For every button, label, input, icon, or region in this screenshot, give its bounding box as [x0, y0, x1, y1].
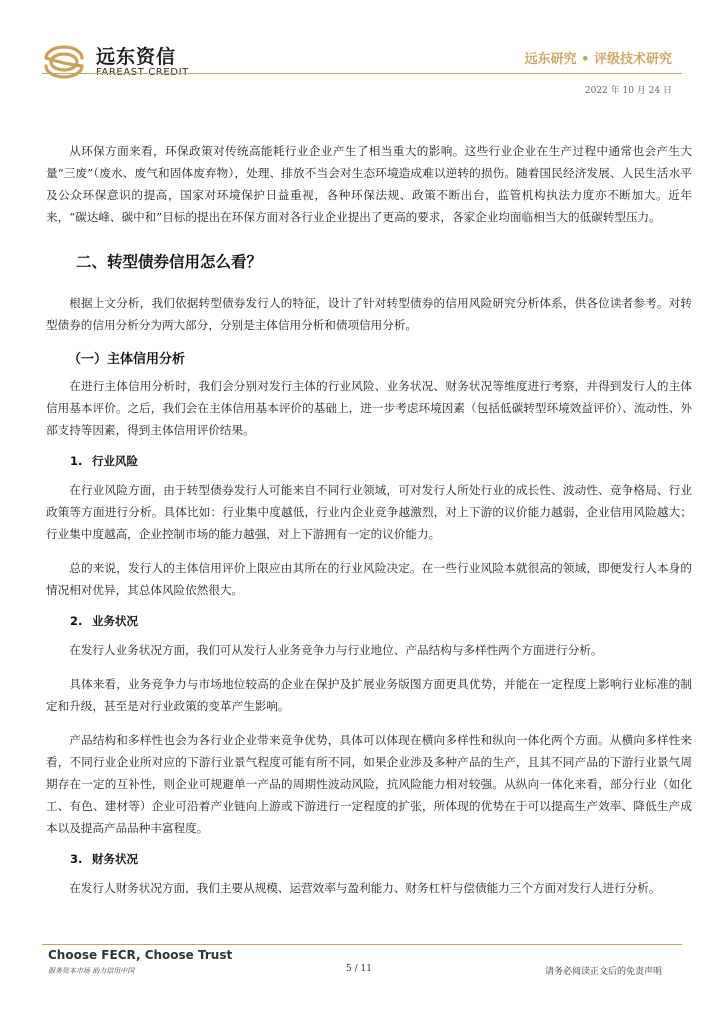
fareast-logo-icon — [42, 42, 86, 82]
page-number: 5 / 11 — [346, 964, 372, 974]
document-body — [46, 140, 692, 911]
item-heading-business-status — [70, 613, 692, 629]
header-title: 远东研究 • 评级技术研究 — [524, 52, 672, 67]
item-heading-industry-risk — [70, 453, 692, 469]
paragraph-product-structure: 产品结构和多样性也会为各行业企业带来竞争优势，具体可以体现在横向多样性和纵向一体化两个方面。从横向多样性来看，不同行业企业所对应的下游行业景气程度可能有所不同，如果企业涉及多种产品的生产，且其不同产品的下游行业景气周期存在一定的互补性，则企业可规避单一产品的周期性波动风险，抗风险能力相对较强。从纵向一体化来看，部分行业（如化工、有色、建材等）企业可沿着产业链向上游或下游进行一定程度的扩张，所体现的优势在于可以提高生产效率、降低生产成本以及提高产品品种丰富程度。 — [46, 733, 692, 835]
footer-slogan: Choose FECR, Choose Trust — [48, 948, 233, 962]
item-title: 行业风险 — [92, 454, 138, 468]
company-logo — [42, 40, 192, 84]
item-number: 2. — [70, 614, 83, 628]
paragraph-environment: 从环保方面来看，环保政策对传统高能耗行业企业产生了相当重大的影响。这些行业企业在生产过程中通常也会产生大量“三废”（废水、废气和固体废弃物），处理、排放不当会对生态环境造成难以逆转的损伤。随着国民经济发展、人民生活水平及公众环保意识的提高，国家对环境保护日益重视，各种环保法规、政策不断出台，监管机构执法力度亦不断加大。近年来，“碳达峰、碳中和”目标的提出在环保方面对各行业企业提出了更高的要求，各家企业均面临相当大的低碳转型压力。 — [46, 144, 692, 224]
item-title: 业务状况 — [92, 614, 138, 628]
item-number: 3. — [70, 852, 83, 866]
footer-tagline: 服务资本市场 助力信用中国 — [48, 967, 135, 975]
footer-divider — [42, 944, 682, 945]
header-divider — [42, 73, 682, 74]
item-number: 1. — [70, 454, 83, 468]
paragraph-industry-summary: 总的来说，发行人的主体信用评价上限应由其所在的行业风险决定。在一些行业风险本就很高的领域，即便发行人本身的情况相对优异，其总体风险依然很大。 — [46, 561, 692, 597]
footer-disclaimer: 请务必阅读正文后的免责声明 — [544, 967, 662, 977]
item-title: 财务状况 — [92, 852, 138, 866]
paragraph-intro: 根据上文分析，我们依据转型债券发行人的特征，设计了针对转型债券的信用风险研究分析体系，供各位读者参考。对转型债券的信用分析分为两大部分，分别是主体信用分析和债项信用分析。 — [46, 296, 692, 332]
item-heading-financial-status — [70, 851, 692, 867]
section-heading-transition-bond-credit: 二、转型债券信用怎么看？ — [76, 253, 263, 271]
paragraph-industry-risk: 在行业风险方面，由于转型债券发行人可能来自不同行业领域，可对发行人所处行业的成长性、波动性、竞争格局、行业政策等方面进行分析。具体比如：行业集中度越低，行业内企业竞争越激烈，对上下游的议价能力越弱，企业信用风险越大；行业集中度越高，企业控制市场的能力越强，对上下游拥有一定的议价能力。 — [46, 483, 692, 541]
paragraph-entity-credit: 在进行主体信用分析时，我们会分别对发行主体的行业风险、业务状况、财务状况等维度进行考察，并得到发行人的主体信用基本评价。之后，我们会在主体信用基本评价的基础上，进一步考虑环境因素（包括低碳转型环境效益评价）、流动性、外部支持等因素，得到主体信用评价结果。 — [46, 379, 692, 437]
subsection-heading-entity-credit: （一）主体信用分析 — [68, 352, 186, 367]
paragraph-business-status: 在发行人业务状况方面，我们可从发行人业务竞争力与行业地位、产品结构与多样性两个方面进行分析。 — [69, 643, 603, 657]
logo-chinese-name: 远东资信 — [96, 46, 177, 68]
report-date: 2022 年 10 月 24 日 — [584, 86, 672, 96]
paragraph-financial-status: 在发行人财务状况方面，我们主要从规模、运营效率与盈利能力、财务杠杆与偿债能力三个方面对发行人进行分析。 — [69, 881, 661, 895]
paragraph-competitiveness: 具体来看，业务竞争力与市场地位较高的企业在保护及扩展业务版图方面更具优势，并能在一定程度上影响行业标准的制定和升级，甚至是对行业政策的变革产生影响。 — [46, 677, 692, 713]
